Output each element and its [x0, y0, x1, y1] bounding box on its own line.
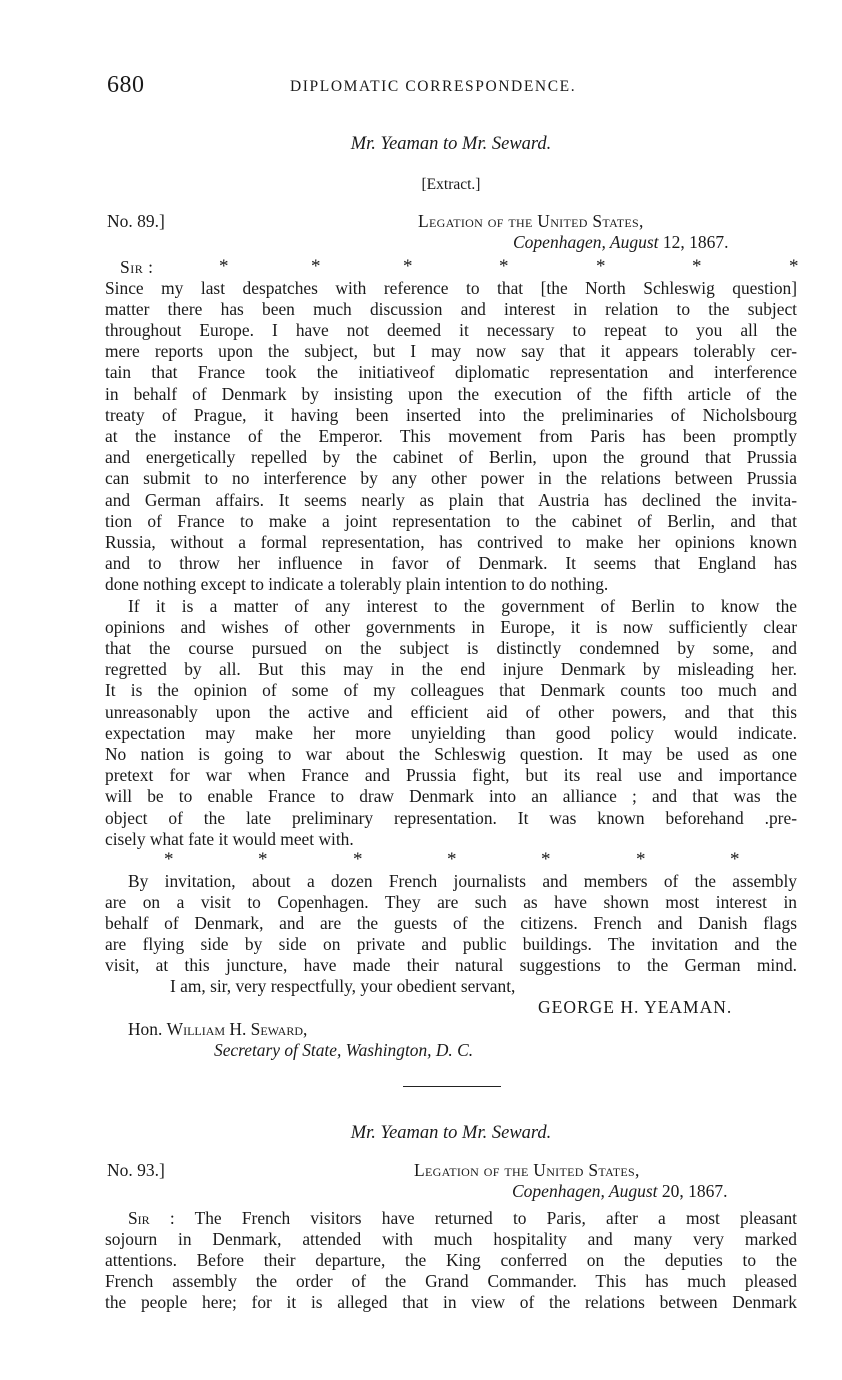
letter1-addressee-title: Secretary of State, Washington, D. C.	[214, 1040, 474, 1060]
text-line: opinions and wishes of other governments in Europe, it is now sufficiently clear	[105, 617, 797, 637]
letter1-addressee	[128, 1019, 307, 1040]
letter1-number: No. 89.]	[107, 211, 165, 231]
text-line: cisely what fate it would meet with.	[105, 829, 354, 849]
text-line: French assembly the order of the Grand Commander. This has much pleased	[105, 1271, 797, 1291]
text-line: pretext for war when France and Prussia fight, but its real use and importance	[105, 765, 797, 785]
page-number: 680	[107, 72, 145, 98]
text-line: Russia, without a formal representation, has contrived to make her opinions known	[105, 532, 797, 552]
text-line: visit, at this juncture, have made their natural suggestions to the German mind.	[105, 955, 797, 975]
text-line: unreasonably upon the active and efficient aid of other powers, and that this	[105, 702, 797, 722]
text-line: object of the late preliminary representation. It was known beforehand .pre-	[105, 808, 797, 828]
text-line: No nation is going to war about the Schleswig question. It may be used as one	[105, 744, 797, 764]
text-line: tain that France took the initiativeof diplomatic representation and interference	[105, 362, 797, 382]
text-line: at the instance of the Emperor. This movement from Paris has been promptly	[105, 426, 797, 446]
text-line: and to throw her influence in favor of Denmark. It seems that England has	[105, 553, 797, 573]
text-line: matter there has been much discussion and interest in relation to the subject	[105, 299, 797, 319]
letter2-number: No. 93.]	[107, 1160, 165, 1180]
letter2-legation: Legation of the United States,	[414, 1160, 640, 1180]
letter1-date: 12, 1867.	[662, 232, 729, 252]
text-line: are on a visit to Copenhagen. They are such as have shown most interest in	[105, 892, 797, 912]
text-line: that the course pursued on the subject is distinctly condemned by some, and	[105, 638, 797, 658]
letter1-extract-note: [Extract.]	[421, 176, 481, 193]
text-line: sojourn in Denmark, attended with much hospitality and many very marked	[105, 1229, 797, 1249]
text-line: expectation may make her more unyielding than good policy would indicate.	[105, 723, 797, 743]
letter2-salutation: Sir :	[128, 1208, 175, 1228]
letter1-dateline	[513, 232, 729, 253]
letter1-place: Copenhagen, August	[513, 232, 659, 252]
text-line: Since my last despatches with reference to that [the North Schleswig question]	[105, 278, 797, 298]
text-line: throughout Europe. I have not deemed it necessary to repeat to you all the	[105, 320, 797, 340]
text-line: are flying side by side on private and public buildings. The invitation and the	[105, 934, 797, 954]
document-page: 680 DIPLOMATIC CORRESPONDENCE. Mr. Yeaman to Mr. Seward. [Extract.] No. 89.] Legation of the United States, Copenhagen, August 12, 1867. Sir : * * * * * * * Since my last despatches with reference to that [the North Schleswig question] matter there has been much discussion and interest in relation to the subject throughout Europe. I have not deemed it necessary to repeat to you all the mere reports upon the subject, but I may now say that it appears tolerably cer- tain that France took the initiativeof diplomatic representation and interference in behalf of Denmark by insisting upon the execution of the fifth article of the treaty of Prague, it having been inserted into the preliminaries of Nicholsbourg at the instance of the Emperor. This movement from Paris has been promptly and energetically repelled by the cabinet of Berlin, upon the ground that Prussia can submit to no interference by any other power in the relations between Prussia and German affairs. It seems nearly as plain that Austria has declined the invita- tion of France to make a joint representation to the cabinet of Berlin, and that Russia, without a formal representation, has contrived to make her opinions known and to throw her influence in favor of Denmark. It seems that England has done nothing except to indicate a tolerably plain intention to do nothing. If it is a matter of any interest to the government of Berlin to know the opinions and wishes of other governments in Europe, it is now sufficiently clear that the course pursued on the subject is distinctly condemned by some, and regretted by all. But this may in the end injure Denmark by misleading her. It is the opinion of some of my colleagues that Denmark counts too much and unreasonably upon the active and efficient aid of other powers, and that this expectation may make her more unyielding than good policy would indicate. No nation is going to war about the Schleswig question. It may be used as one pretext for war when France and Prussia fight, but its real use and importance will be to enable France to draw Denmark into an alliance ; and that was the object of the late preliminary representation. It was known beforehand .pre- cisely what fate it would meet with. * * * * * * * By invitation, about a dozen French journalists and members of the assembly are on a visit to Copenhagen. They are such as have shown most interest in behalf of Denmark, and are the guests of the citizens. French and Danish flags are flying side by side on private and public buildings. The invitation and the visit, at this juncture, have made their natural suggestions to the German mind. I am, sir, very respectfully, your obedient servant, GEORGE H. YEAMAN. Hon. William H. Seward, Secretary of State, Washington, D. C. Mr. Yeaman to Mr. Seward. No. 93.] Legation of the United States, Copenhagen, August 20, 1867. Sir : The French visitors have returned to Paris, after a most pleasant sojourn in Denmark, attended with much hospitality and many very marked attentions. Before their departure, the King conferred on the deputies to the French assembly the order of the Grand Commander. This has much pleased the people here; for it is alleged that in view of the relations between Denmark	[105, 72, 799, 1312]
text-line-content: The French visitors have returned to Paris, after a most pleasant	[194, 1208, 797, 1228]
text-line: treaty of Prague, it having been inserted into the preliminaries of Nicholsbourg	[105, 405, 797, 425]
text-line: the people here; for it is alleged that in view of the relations between Denmark	[105, 1292, 797, 1312]
text-line: behalf of Denmark, and are the guests of the citizens. French and Danish flags	[105, 913, 797, 933]
letter2-title: Mr. Yeaman to Mr. Seward.	[350, 1123, 552, 1143]
text-line: tion of France to make a joint representation to the cabinet of Berlin, and that	[105, 511, 797, 531]
letter1-legation: Legation of the United States,	[418, 211, 644, 231]
text-line: can submit to no interference by any other power in the relations between Prussia	[105, 468, 797, 488]
section-divider	[403, 1086, 501, 1087]
addressee-prefix: Hon.	[128, 1019, 163, 1039]
text-line: will be to enable France to draw Denmark into an alliance ; and that was the	[105, 786, 797, 806]
running-title: DIPLOMATIC CORRESPONDENCE.	[290, 78, 577, 95]
letter1-salutation: Sir :	[120, 257, 154, 277]
text-line: regretted by all. But this may in the end injure Denmark by misleading her.	[105, 659, 797, 679]
text-line: and German affairs. It seems nearly as plain that Austria has declined the invita-	[105, 490, 797, 510]
text-line: By invitation, about a dozen French journalists and members of the assembly	[128, 871, 797, 891]
text-line: If it is a matter of any interest to the government of Berlin to know the	[128, 596, 797, 616]
text-line: attentions. Before their departure, the King conferred on the deputies to the	[105, 1250, 797, 1270]
text-line	[128, 1208, 797, 1229]
text-line: mere reports upon the subject, but I may now say that it appears tolerably cer-	[105, 341, 797, 361]
letter2-place: Copenhagen, August	[512, 1181, 658, 1201]
letter2-dateline	[512, 1181, 728, 1202]
text-line: in behalf of Denmark by insisting upon the execution of the fifth article of the	[105, 384, 797, 404]
addressee-name: William H. Seward,	[166, 1019, 308, 1039]
text-line: It is the opinion of some of my colleagues that Denmark counts too much and	[105, 680, 797, 700]
letter1-title: Mr. Yeaman to Mr. Seward.	[350, 134, 552, 154]
letter2-date: 20, 1867.	[661, 1181, 728, 1201]
text-line: done nothing except to indicate a tolerably plain intention to do nothing.	[105, 574, 609, 594]
letter1-closing: I am, sir, very respectfully, your obedient servant,	[170, 976, 516, 996]
letter1-signature: GEORGE H. YEAMAN.	[538, 997, 733, 1017]
text-line: and energetically repelled by the cabinet of Berlin, upon the ground that Prussia	[105, 447, 797, 467]
